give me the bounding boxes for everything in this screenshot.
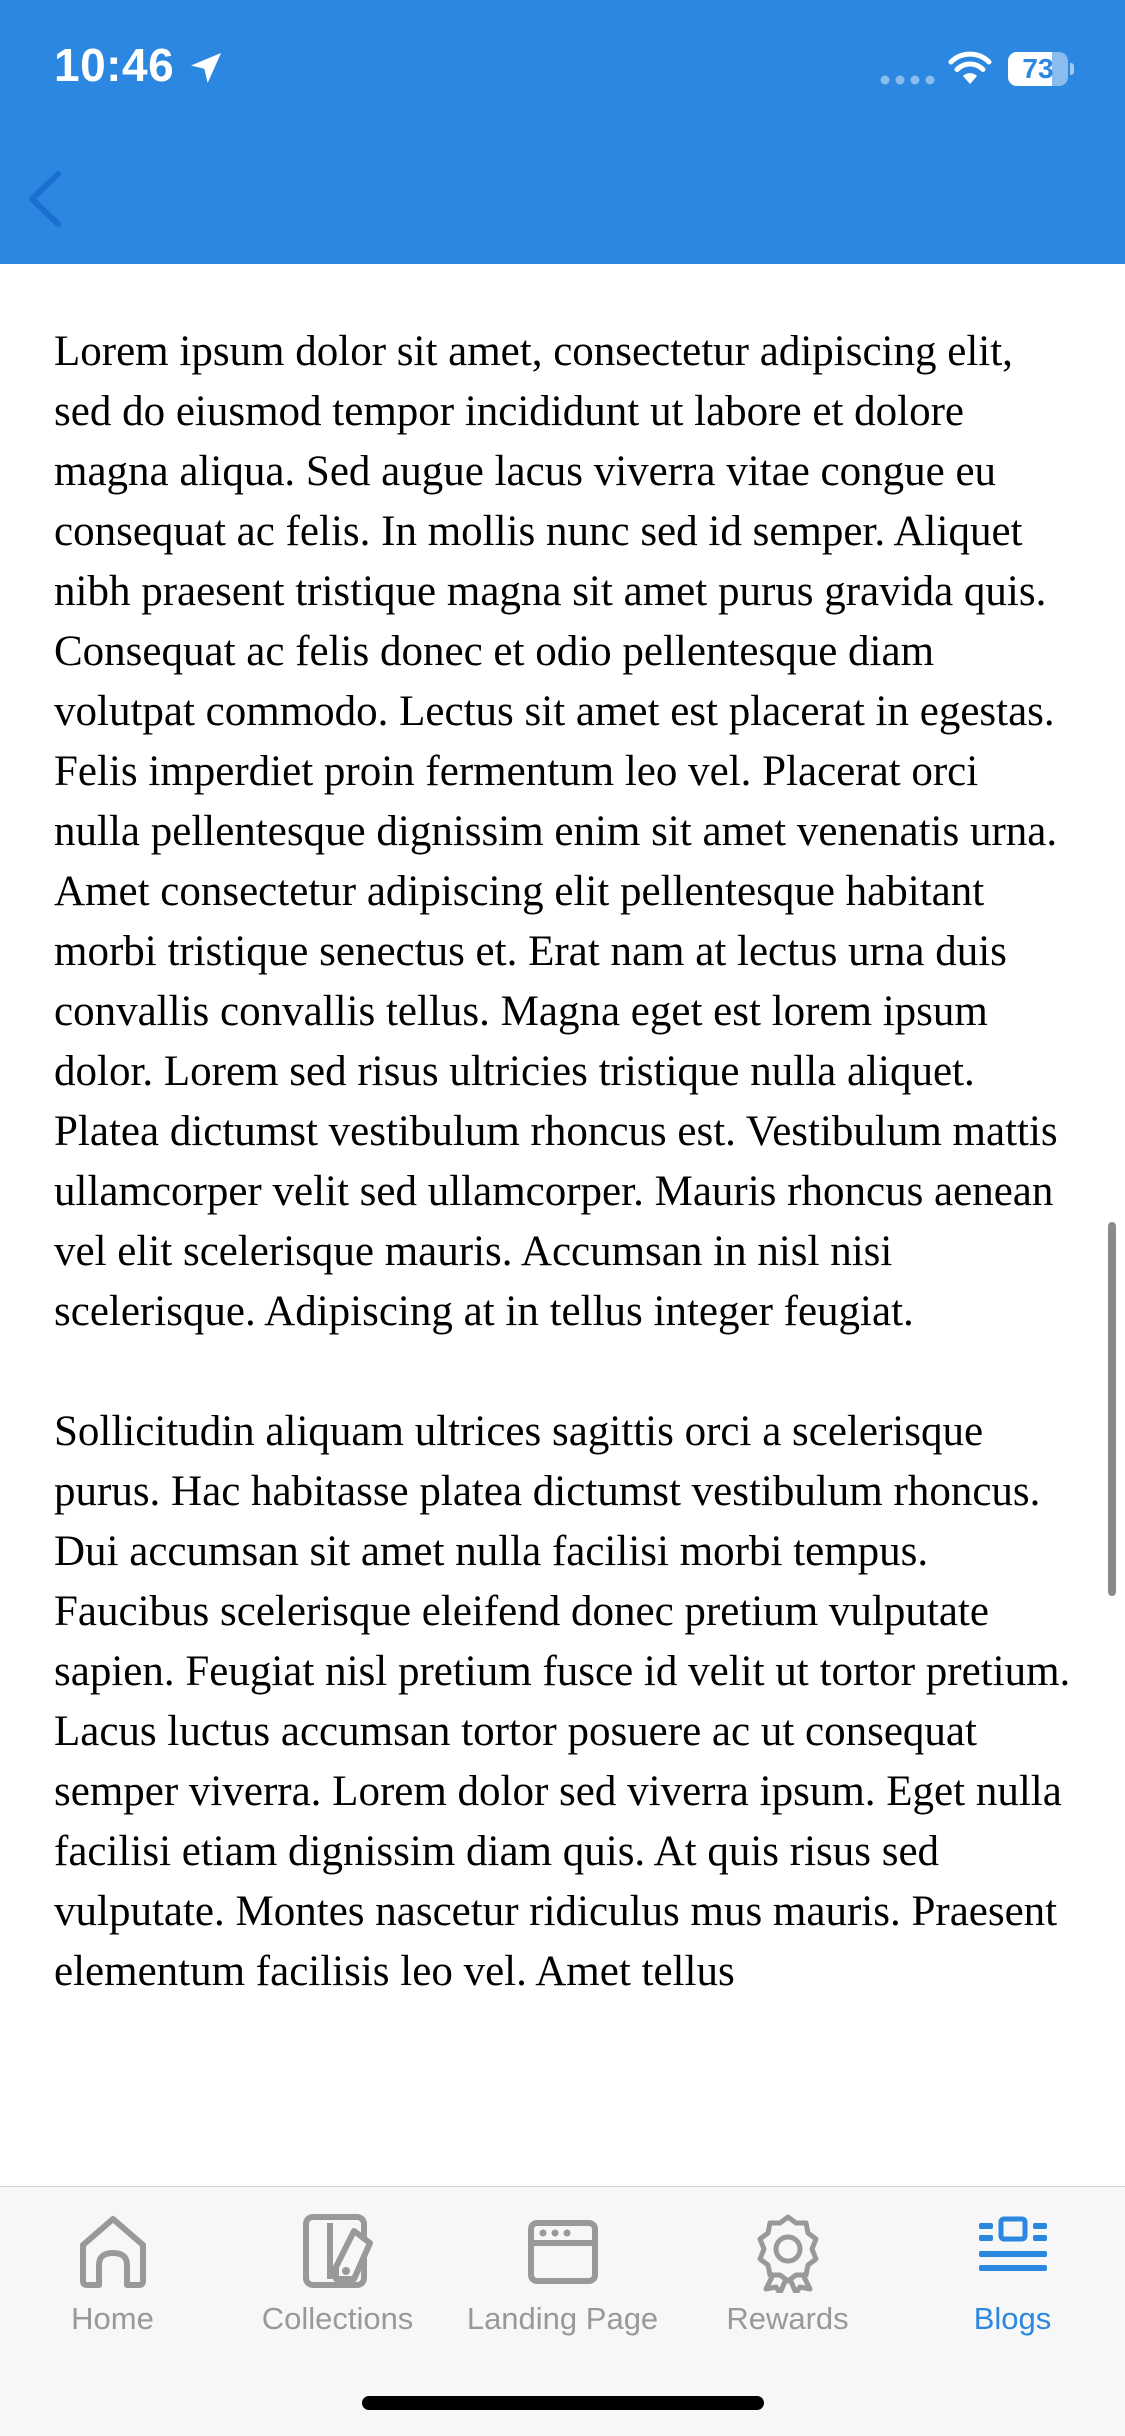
article-body [54, 322, 1074, 2062]
article-paragraph: Lorem ipsum dolor sit amet, consectetur adipiscing elit, sed do eiusmod tempor incididunt ut labore et dolore magna aliqua. Sed augue lacus viverra vitae congue eu consequat ac felis. In mollis nunc sed id semper. Aliquet nibh praesent tristique magna sit amet purus gravida quis. Consequat ac felis donec et odio pellentesque diam volutpat commodo. Lectus sit amet est placerat in egestas. Felis imperdiet proin fermentum leo vel. Placerat orci nulla pellentesque dignissim enim sit amet venenatis urna. Amet consectetur adipiscing elit pellentesque habitant morbi tristique senectus et. Erat nam at lectus urna duis convallis convallis tellus. Magna eget est lorem ipsum dolor. Lorem sed risus ultricies tristique nulla aliquet. Platea dictumst vestibulum rhoncus est. Vestibulum mattis ullamcorper velit sed ullamcorper. Mauris rhoncus aenean vel elit scelerisque mauris. Accumsan in nisl nisi scelerisque. Adipiscing at in tellus integer feugiat. [54, 328, 1058, 1335]
chevron-left-icon [18, 164, 78, 234]
tab-label: Blogs [973, 2301, 1052, 2336]
tab-home[interactable] [0, 2209, 225, 2349]
browser-window-icon [521, 2209, 605, 2293]
house-icon [71, 2209, 155, 2293]
scrollbar[interactable] [1108, 1222, 1116, 1596]
status-bar [0, 0, 1125, 140]
collections-icon [296, 2209, 380, 2293]
battery-tip [1070, 63, 1074, 75]
status-time: 10:46 [54, 39, 175, 91]
cellular-signal-icon [880, 74, 936, 86]
nav-header [0, 0, 1125, 264]
battery-body [1008, 52, 1068, 86]
tab-rewards[interactable] [675, 2209, 900, 2349]
tab-label: Landing Page [466, 2301, 659, 2336]
tab-collections[interactable] [225, 2209, 450, 2349]
home-indicator[interactable] [362, 2396, 764, 2410]
award-ribbon-icon [746, 2209, 830, 2293]
back-button[interactable] [18, 164, 78, 234]
tab-label: Home [71, 2301, 154, 2336]
tab-blogs[interactable] [900, 2209, 1125, 2349]
battery-level: 73 [1022, 53, 1054, 84]
wifi-icon [948, 50, 992, 86]
blog-list-icon [971, 2209, 1055, 2293]
location-arrow-icon [186, 48, 226, 88]
tab-label: Collections [261, 2301, 414, 2336]
tab-label: Rewards [726, 2301, 849, 2336]
battery-indicator [1008, 52, 1072, 86]
tab-landing-page[interactable] [450, 2209, 675, 2349]
article-paragraph: Sollicitudin aliquam ultrices sagittis orci a scelerisque purus. Hac habitasse platea dictumst vestibulum rhoncus. Dui accumsan sit amet nulla facilisi morbi tempus. Faucibus scelerisque eleifend donec pretium vulputate sapien. Feugiat nisl pretium fusce id velit ut tortor pretium. Lacus luctus accumsan tortor posuere ac ut consequat semper viverra. Lorem dolor sed viverra ipsum. Eget nulla facilisi etiam dignissim diam quis. At quis risus sed vulputate. Montes nascetur ridiculus mus mauris. Praesent elementum facilisis leo vel. Amet tellus [54, 1408, 1071, 1995]
